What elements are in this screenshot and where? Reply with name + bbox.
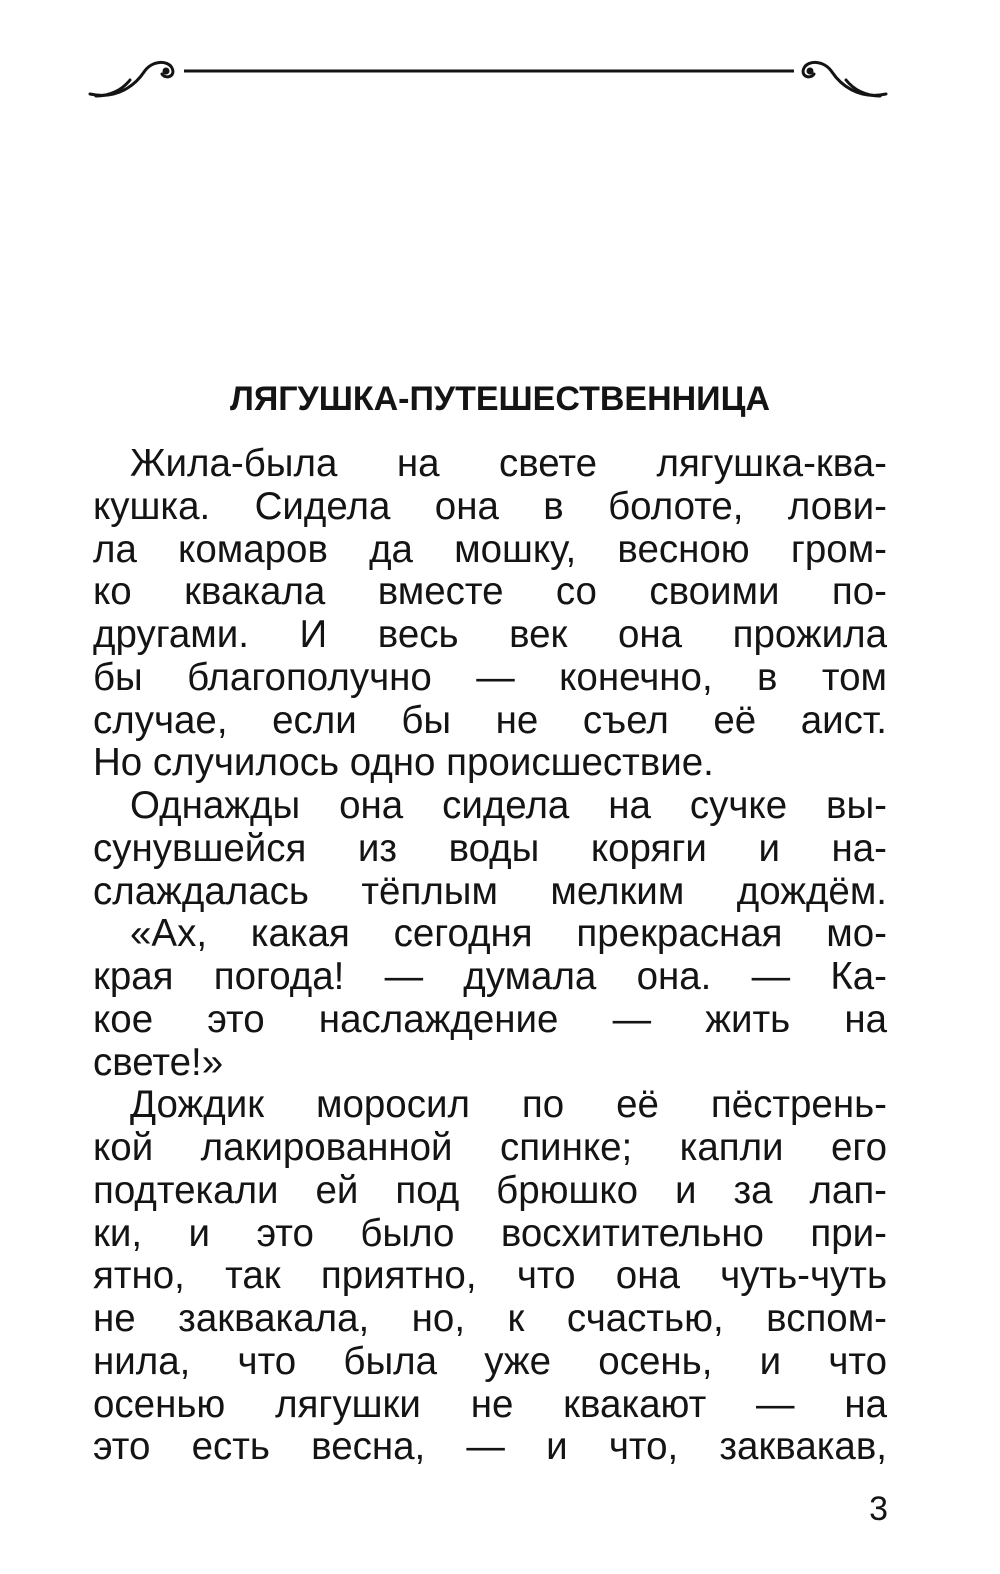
text-line: нила, что была уже осень, и что <box>93 1339 887 1383</box>
text-line: Дождик моросил по её пёстрень- <box>130 1083 887 1127</box>
text-line: свете!» <box>93 1040 224 1084</box>
text-line: Жила-была на свете лягушка-ква- <box>130 442 887 485</box>
text-line: слаждалась тёплым мелким дождём. <box>93 869 887 913</box>
text-line: ла комаров да мошку, весною гром- <box>93 527 887 571</box>
text-line: другами. И весь век она прожила <box>93 613 887 656</box>
text-line: ко квакала вместе со своими по- <box>93 570 887 614</box>
text-line: осенью лягушки не квакают — на <box>93 1382 887 1426</box>
right-flourish-icon <box>803 62 886 96</box>
text-line: подтекали ей под брюшко и за лап- <box>93 1168 887 1212</box>
text-line: это есть весна, — и что, заквакав, <box>93 1425 887 1469</box>
story-title: ЛЯГУШКА-ПУТЕШЕСТВЕННИЦА <box>229 380 771 418</box>
text-line: ки, и это было восхитительно при- <box>93 1211 887 1255</box>
text-line: «Ах, какая сегодня прекрасная мо- <box>130 912 887 956</box>
header-ornament <box>88 50 888 106</box>
story-text <box>93 443 887 1469</box>
text-line: кушка. Сидела она в болоте, лови- <box>93 484 887 528</box>
text-line: Но случилось одно происшествие. <box>93 741 714 785</box>
text-line: кой лакированной спинке; капли его <box>93 1126 887 1169</box>
left-flourish-icon <box>90 62 173 96</box>
text-line: края погода! — думала она. — Ка- <box>93 955 887 998</box>
text-line: сунувшейся из воды коряги и на- <box>93 826 887 870</box>
text-line: ятно, так приятно, что она чуть-чуть <box>93 1254 887 1298</box>
text-line: случае, если бы не съел её аист. <box>93 698 887 742</box>
text-line: не заквакала, но, к счастью, вспом- <box>93 1297 887 1340</box>
text-line: Однажды она сидела на сучке вы- <box>130 784 887 827</box>
page-number: 3 <box>869 1490 888 1528</box>
text-line: кое это наслаждение — жить на <box>93 997 887 1041</box>
text-line: бы благополучно — конечно, в том <box>93 655 887 699</box>
